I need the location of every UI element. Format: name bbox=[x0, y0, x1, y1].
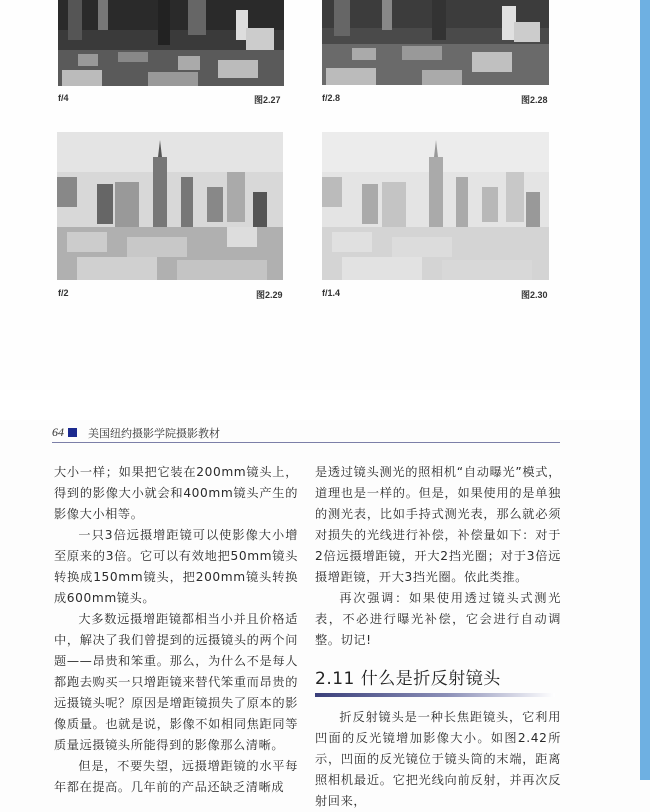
figure-2-28-photo bbox=[322, 0, 549, 85]
left-text-column bbox=[54, 462, 298, 798]
figure-2-29-photo bbox=[57, 132, 283, 280]
page-gap bbox=[0, 390, 640, 420]
section-underline bbox=[315, 693, 555, 697]
side-accent-bar bbox=[640, 0, 650, 780]
figure-2-27-photo bbox=[58, 0, 284, 86]
city-skyline-image bbox=[322, 0, 549, 85]
figure-2-30-aperture: f/1.4 bbox=[322, 288, 341, 298]
running-header bbox=[52, 424, 560, 443]
previous-page-figures bbox=[0, 0, 640, 390]
header-square-icon bbox=[68, 428, 77, 437]
figure-2-28-aperture: f/2.8 bbox=[322, 93, 341, 103]
figure-2-27-label: 图2.27 bbox=[254, 95, 281, 105]
paragraph: 是透过镜头测光的照相机“自动曝光”模式，道理也是一样的。但是，如果使用的是单独的测光表，比如手持式测光表，那么就必须对损失的光线进行补偿，补偿量如下：对于2倍远摄增距镜，开大2挡光圈；对于3倍远摄增距镜，开大3挡光圈。依此类推。 bbox=[315, 465, 561, 584]
section-heading bbox=[315, 667, 561, 697]
figure-2-30-photo bbox=[322, 132, 549, 280]
book-title: 美国纽约摄影学院摄影教材 bbox=[88, 427, 220, 440]
paragraph: 折反射镜头是一种长焦距镜头，它利用凹面的反光镜增加影像大小。如图2.42所示，凹面的反光镜位于镜头筒的末端，距离照相机最近。它把光线向前反射，并再次反射回来， bbox=[315, 710, 561, 808]
paragraph: 大小一样；如果把它装在200mm镜头上，得到的影像大小就会和400mm镜头产生的影像大小相等。 bbox=[54, 465, 298, 521]
city-skyline-image bbox=[322, 132, 549, 280]
right-text-column bbox=[315, 462, 561, 812]
city-skyline-image bbox=[57, 132, 283, 280]
paragraph: 大多数远摄增距镜都相当小并且价格适中，解决了我们曾提到的远摄镜头的两个问题——昂贵和笨重。那么，为什么不是每人都跑去购买一只增距镜来替代笨重而昂贵的远摄镜头呢？原因是增距镜损失了原本的影像质量。也就是说，影像不如相同焦距同等质量远摄镜头所能得到的影像那么清晰。 bbox=[54, 612, 298, 752]
page-number: 64 bbox=[52, 425, 64, 439]
paragraph: 再次强调：如果使用透过镜头式测光表，不必进行曝光补偿，它会进行自动调整。切记! bbox=[315, 591, 561, 647]
figure-2-30-label: 图2.30 bbox=[521, 290, 548, 300]
city-skyline-image bbox=[58, 0, 284, 86]
figure-2-27-aperture: f/4 bbox=[58, 93, 69, 103]
figure-2-29-aperture: f/2 bbox=[58, 288, 69, 298]
paragraph: 一只3倍远摄增距镜可以使影像大小增至原来的3倍。它可以有效地把50mm镜头转换成150mm镜头，把200mm镜头转换成600mm镜头。 bbox=[54, 528, 298, 605]
section-heading-text: 2.11 什么是折反射镜头 bbox=[315, 669, 501, 689]
figure-2-28-label: 图2.28 bbox=[521, 95, 548, 105]
figure-2-29-label: 图2.29 bbox=[256, 290, 283, 300]
paragraph: 但是，不要失望，远摄增距镜的水平每年都在提高。几年前的产品还缺乏清晰成 bbox=[54, 759, 298, 794]
